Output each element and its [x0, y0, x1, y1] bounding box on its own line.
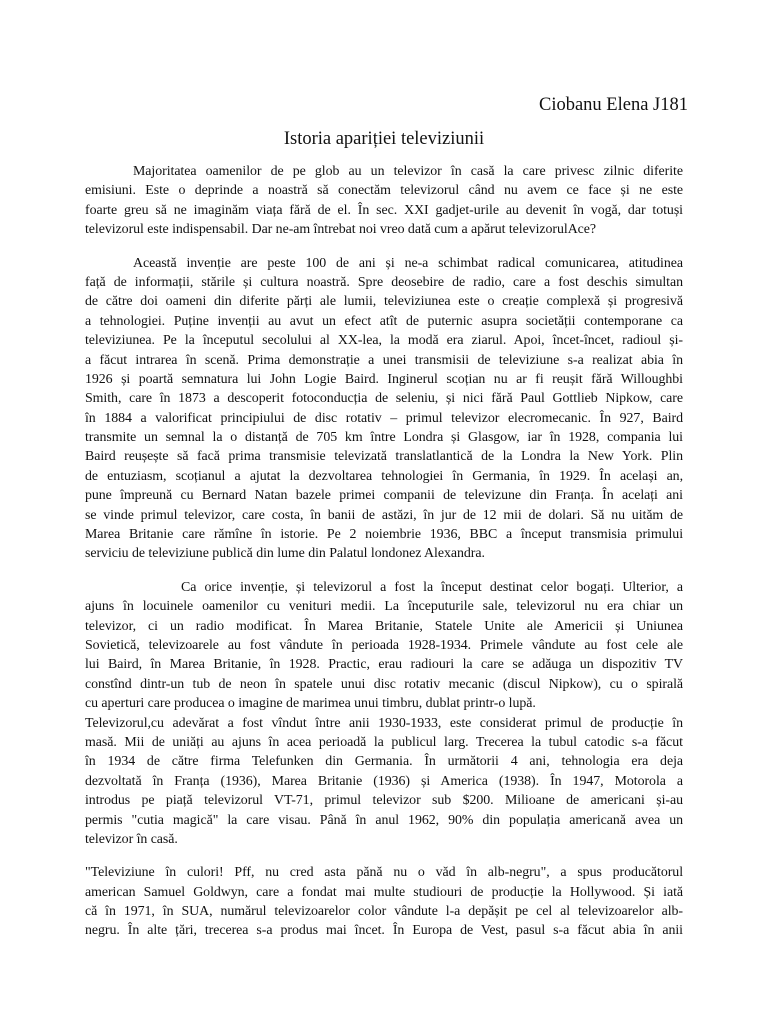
text-line: în 1934 de către firma Telefunken din Germania. În următorii 4 ani, tehnologia era deja [85, 754, 683, 770]
text-line: a tehnologiei. Puține invenții au avut un efect atît de puternic asupra societății contemporane ca [85, 313, 683, 329]
text-line: ajuns în locuinele oamenilor cu venituri medii. La începuturile sale, televizorul nu era chiar un [85, 599, 683, 615]
text-line: negru. În alte țări, trecerea s-a produs mai încet. În Europa de Vest, pasul s-a făcut abia în anii [85, 923, 683, 939]
paragraph-1 [85, 162, 683, 240]
text-line: masă. Mii de uniăți au ajuns în acea perioadă la publicul larg. Trecerea la tubul catodic s-a făcut [85, 734, 683, 750]
text-line: Televizorul,cu adevărat a fost vîndut între anii 1930-1933, este considerat primul de producție în [85, 715, 683, 731]
text-line: lui Baird, în Marea Britanie, în 1928. Practic, erau radiouri la care se adăuga un dispozitiv TV [85, 657, 683, 673]
text-line: dezvoltată în Franța (1936), Marea Britanie (1936) și America (1938). În 1947, Motorola a [85, 773, 683, 789]
paragraph-gap [85, 240, 683, 254]
text-line: în 1884 a valorificat principiului de disc rotativ – primul televizor elecromecanic. În 927, Baird [85, 410, 683, 426]
text-line: Sovietică, televizoarele au fost vândute în perioada 1928-1934. Primele vândute au fost cele ale [85, 637, 683, 653]
text-line: Majoritatea oamenilor de pe glob au un televizor în casă la care privesc zilnic diferite [133, 164, 683, 179]
text-line: foarte greu să ne imaginăm viața fără de el. În sec. XXI gadjet-urile au devenit în vogă, dar totuși [85, 202, 683, 218]
text-line: cu aperturi care producea o imagine de marimea unui timbru, dublat printr-o lupă. [85, 696, 536, 712]
text-line: că în 1971, în SUA, numărul televizoarelor color vândute l-a depășit pe cel al televizoarelor alb- [85, 904, 683, 920]
text-line: constînd dintr-un tub de neon în spatele unui disc rotativ mecanic (discul Nipkow), cu o spirală [85, 676, 683, 692]
paragraph-gap [85, 564, 683, 578]
paragraph-4 [85, 863, 683, 941]
text-line: televizor în casă. [85, 831, 178, 847]
text-line: Smith, care în 1873 a descoperit fotoconducția de seleniu, și nici fără Paul Gottlieb Nipkow, care [85, 391, 683, 407]
text-line: transmite un semnal la o distanță de 705 km între Londra și Glasgow, iar în 1928, compania lui [85, 430, 683, 446]
text-line: pune împreună cu Bernard Natan bazele primei companii de televizune din Franța. În acelați ani [85, 488, 683, 504]
text-line: serviciu de televiziune publică din lume din Palatul londonez Alexandra. [85, 546, 485, 562]
text-line: "Televiziune în culori! Pff, nu cred asta pănă nu o văd în alb-negru", a spus producătorul [85, 865, 683, 881]
text-line: televiziunea. Pe la începutul secolului al XX-lea, la modă era ziarul. Apoi, încet-încet, radioul și- [85, 333, 683, 349]
document-title: Istoria apariției televiziunii [283, 129, 485, 149]
text-line: față de informații, stările și cultura noastră. Spre deosebire de radio, care a fost deschis simultan [85, 274, 683, 290]
text-line: de entuziasm, scoțianul a ajutat la dezvoltarea tehnologiei în Germania, în 1929. În același an, [85, 468, 683, 484]
paragraph-3 [85, 578, 683, 849]
text-line: Această invenție are peste 100 de ani și ne-a schimbat radical comunicarea, atitudinea [133, 255, 683, 271]
text-line: american Samuel Goldwyn, care a fondat mai multe studiouri de producție la Hollywood. Și iată [85, 884, 683, 900]
text-line: Baird reușește să facă prima transmisie televizată translatlantică de la Londra la New York. Plin [85, 449, 683, 465]
text-line: de către doi oameni din diferite părți ale lumii, televiziunea este o creație complexă și progresivă [85, 294, 683, 310]
text-line: se vinde primul televizor, care costa, în banii de astăzi, în jur de 12 mii de dolari. Să nu uităm de [85, 507, 683, 523]
text-line: emisiuni. Este o deprinde a noastră să conectăm televizorul când nu avem ce face și ne este [85, 183, 683, 199]
text-line: permis "cutia magică" la care visau. Până în anul 1962, 90% din populația americană avea un [85, 812, 683, 828]
paragraph-gap [85, 849, 683, 863]
document-body [85, 162, 683, 941]
text-line: Marea Britanie care rămîne în istorie. Pe 2 noiembrie 1936, BBC a început transmisia primului [85, 527, 683, 543]
text-line: Ca orice invenție, și televizorul a fost la început destinat celor bogați. Ulterior, a [181, 579, 683, 595]
text-line: a făcut intrarea în scenă. Prima demonstrație a unei transmisii de televiziune s-a realizat abia în [85, 352, 683, 368]
text-line: 1926 și poartă semnatura lui John Logie Baird. Inginerul scoțian nu ar fi reușit fără Willoughbi [85, 371, 683, 387]
text-line: televizorul este indispensabil. Dar ne-am întrebat noi vreo dată cum a apărut televizorulAce? [85, 222, 597, 238]
author-name: Ciobanu Elena J181 [538, 95, 688, 115]
text-line: introdus pe piață televizorul VT-71, primul televizor sub $200. Milioane de americani și-au [85, 793, 683, 809]
paragraph-2 [85, 254, 683, 564]
text-line: televizor, ci un radio modificat. În Marea Britanie, Statele Unite ale Americii și Uniunea [85, 618, 683, 634]
